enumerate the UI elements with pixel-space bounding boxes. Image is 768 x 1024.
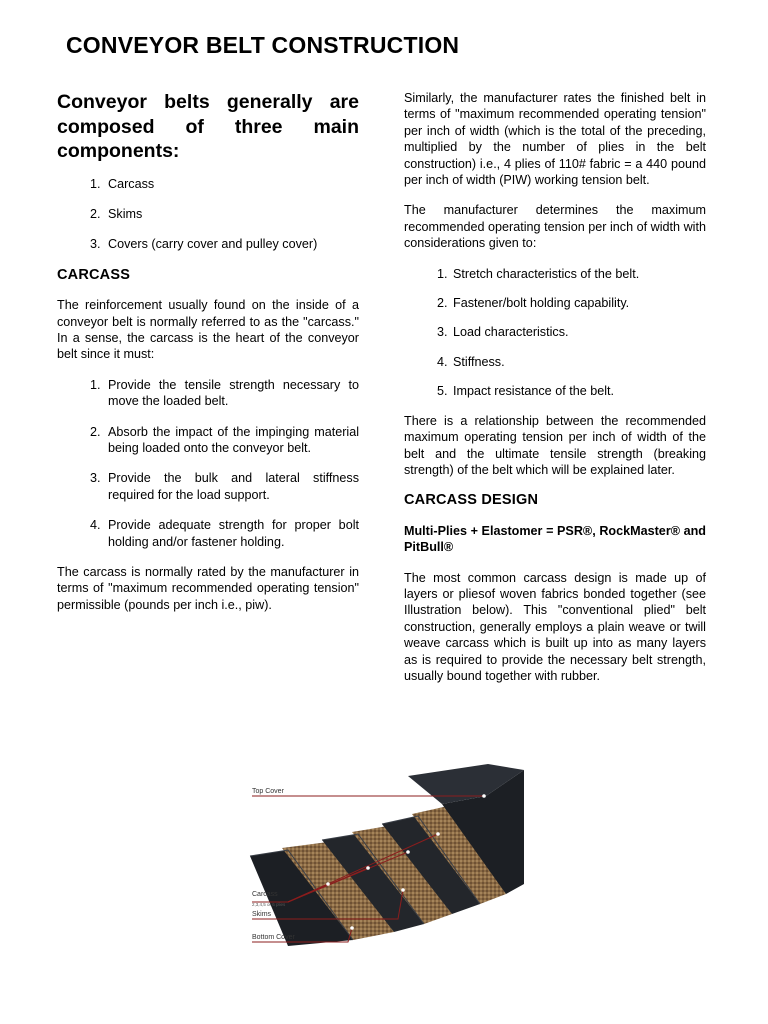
list-item: 2. Absorb the impact of the impinging material being loaded onto the conveyor belt. — [90, 424, 359, 455]
list-item: 1. Stretch characteristics of the belt. — [437, 266, 640, 281]
rates-paragraph: Similarly, the manufacturer rates the finished belt in terms of "maximum recommended operating tension" per inch of width (which is the total of the preceding, multiplied by the number of plies in the belt construction) i.e., 4 plies of 110# fabric = a 440 pound per inch of width (PIW) working tension belt. — [404, 91, 706, 188]
determines-paragraph: The manufacturer determines the maximum recommended operating tension per inch of width with considerations given to: — [404, 203, 706, 251]
carcass-plies-note: 2,3,4,5 or 6 plies — [252, 902, 286, 907]
carcass-heading: CARCASS — [57, 266, 131, 283]
list-item: 5. Impact resistance of the belt. — [437, 384, 615, 399]
top-cover-label: Top Cover — [252, 788, 284, 795]
carcass-design-subheading: Multi-Plies + Elastomer = PSR®, RockMaster® and PitBull® — [404, 523, 706, 555]
carcass-paragraph: The reinforcement usually found on the inside of a conveyor belt is normally referred to as the "carcass." In a sense, the carcass is the heart of the conveyor belt since it must: — [57, 298, 359, 362]
list-item: 1. Provide the tensile strength necessary to move the loaded belt. — [90, 377, 359, 409]
left-column — [57, 90, 359, 613]
components-list — [90, 176, 359, 253]
list-item: 3. Provide the bulk and lateral stiffness required for the load support. — [90, 471, 359, 502]
right-column — [404, 90, 706, 684]
list-item: 4. Provide adequate strength for proper bolt holding and/or fastener holding. — [90, 518, 359, 549]
list-item: 2. Skims — [90, 206, 143, 221]
carcass-design-heading: CARCASS DESIGN — [404, 492, 539, 509]
list-item: 2. Fastener/bolt holding capability. — [437, 296, 630, 311]
list-item: 3. Load characteristics. — [437, 325, 569, 340]
carcass-functions-list — [90, 377, 359, 550]
list-item: 4. Stiffness. — [437, 354, 505, 369]
bottom-cover-label: Bottom Cover — [252, 934, 295, 941]
belt-construction-illustration — [248, 756, 538, 951]
considerations-list — [437, 266, 706, 400]
rating-paragraph: The carcass is normally rated by the manufacturer in terms of "maximum recommended operating tension" permissible (pounds per inch i.e., piw). — [57, 565, 359, 612]
carcass-design-paragraph: The most common carcass design is made up of layers or pliesof woven fabrics bonded together (see Illustration below). This "conventional plied" belt construction, generally employs a plain weave or twill weave carcass which is built up into as many layers as is required to provide the necessary belt strength, usually bound together with rubber. — [404, 570, 706, 683]
list-item: 1. Carcass — [90, 176, 155, 191]
skims-label: Skims — [252, 911, 272, 918]
list-item: 3. Covers (carry cover and pulley cover) — [90, 237, 318, 252]
carcass-label: Carcass — [252, 891, 278, 898]
belt-layers-diagram — [248, 756, 538, 951]
intro-heading: Conveyor belts generally are composed of three main components: — [57, 91, 359, 162]
page-title: CONVEYOR BELT CONSTRUCTION — [66, 32, 460, 58]
relationship-paragraph: There is a relationship between the recommended maximum operating tension per inch of width of the belt and the ultimate tensile strength (breaking strength) of the belt which will be explained later. — [404, 413, 706, 477]
